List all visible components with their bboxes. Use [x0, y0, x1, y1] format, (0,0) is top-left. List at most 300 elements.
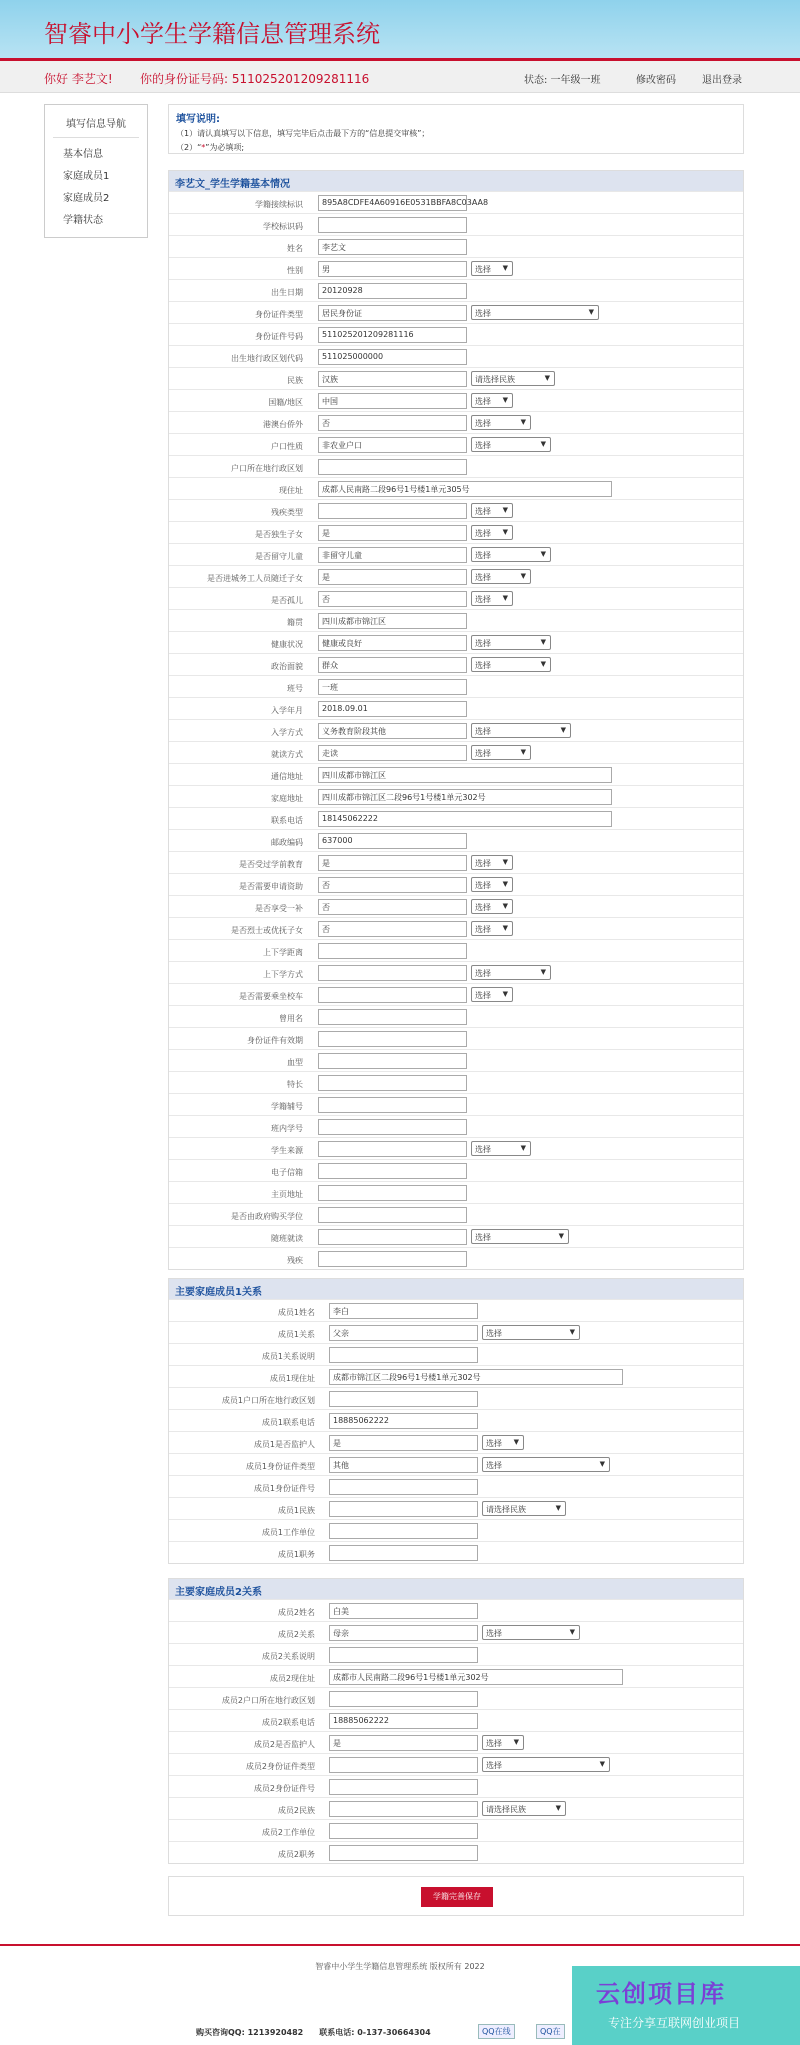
select-value: 选择: [475, 573, 491, 582]
form-row: [169, 1797, 743, 1819]
form-row: [169, 389, 743, 411]
field-label: 是否进城务工人员随迁子女: [207, 574, 303, 583]
sidebar-item-status[interactable]: 学籍状态: [63, 215, 103, 226]
field-input[interactable]: 男: [318, 261, 467, 277]
field-label: 是否需要乘坐校车: [239, 992, 303, 1001]
field-label: 是否独生子女: [255, 530, 303, 539]
field-label: 残疾: [287, 1256, 303, 1265]
form-row: [169, 1247, 743, 1269]
chevron-down-icon: ▼: [502, 506, 508, 514]
chevron-down-icon: ▼: [502, 924, 508, 932]
field-select[interactable]: [471, 371, 555, 386]
field-select[interactable]: [471, 745, 531, 760]
field-input[interactable]: [318, 987, 467, 1003]
field-select[interactable]: [471, 899, 513, 914]
select-value: 选择: [475, 727, 491, 736]
chevron-down-icon: ▼: [513, 1438, 519, 1446]
chevron-down-icon: ▼: [502, 594, 508, 602]
form-row: [169, 257, 743, 279]
select-value: 请选择民族: [486, 1505, 526, 1514]
field-input[interactable]: 汉族: [318, 371, 467, 387]
form-row: [169, 697, 743, 719]
required-star: *: [201, 143, 206, 152]
field-input[interactable]: [318, 217, 467, 233]
select-value: 选择: [486, 1439, 502, 1448]
select-value: 选择: [475, 661, 491, 670]
field-input[interactable]: 健康或良好: [318, 635, 467, 651]
form-row: [169, 1343, 743, 1365]
field-label: 性别: [287, 266, 303, 275]
field-label: 学籍辅号: [271, 1102, 303, 1111]
class-status: 状态: 一年级一班: [524, 75, 601, 86]
field-label: 家庭地址: [271, 794, 303, 803]
form-row: [169, 1621, 743, 1643]
field-input[interactable]: 是: [329, 1735, 478, 1751]
form-row: [169, 1203, 743, 1225]
field-select[interactable]: [482, 1435, 524, 1450]
field-label: 成员2是否监护人: [253, 1740, 315, 1749]
form-row: [169, 1775, 743, 1797]
field-input[interactable]: [318, 1185, 467, 1201]
field-input[interactable]: 否: [318, 899, 467, 915]
field-select[interactable]: [471, 569, 531, 584]
banner: [0, 0, 800, 58]
field-input[interactable]: 四川成都市锦江区: [318, 767, 612, 783]
field-input[interactable]: 一班: [318, 679, 467, 695]
field-input[interactable]: 是: [318, 569, 467, 585]
form-row: [169, 1049, 743, 1071]
chevron-down-icon: ▼: [520, 748, 526, 756]
form-row: [169, 1093, 743, 1115]
field-label: 成员2户口所在地行政区划: [221, 1696, 315, 1705]
field-label: 成员1工作单位: [261, 1528, 315, 1537]
field-input[interactable]: [318, 943, 467, 959]
field-select[interactable]: [471, 525, 513, 540]
field-input[interactable]: [318, 1251, 467, 1267]
field-select[interactable]: [471, 877, 513, 892]
field-label: 成员1是否监护人: [253, 1440, 315, 1449]
field-label: 国籍/地区: [268, 398, 303, 407]
id-number: 你的身份证号码: 511025201209281116: [140, 72, 370, 86]
field-input[interactable]: 18885062222: [329, 1413, 478, 1429]
field-select[interactable]: [482, 1501, 566, 1516]
chevron-down-icon: ▼: [502, 880, 508, 888]
field-input[interactable]: [329, 1347, 478, 1363]
field-select[interactable]: [471, 305, 599, 320]
field-label: 成员1身份证件号: [253, 1484, 315, 1493]
field-input[interactable]: 成都人民南路二段96号1号楼1单元305号: [318, 481, 612, 497]
field-label: 现住址: [279, 486, 303, 495]
field-select[interactable]: [482, 1735, 524, 1750]
field-label: 就读方式: [271, 750, 303, 759]
instructions-line: （1）请认真填写以下信息，填写完毕后点击最下方的“信息提交审核”；: [176, 129, 430, 138]
field-input[interactable]: [329, 1845, 478, 1861]
chevron-down-icon: ▼: [502, 264, 508, 272]
field-select[interactable]: [471, 635, 551, 650]
select-value: 选择: [475, 749, 491, 758]
field-select[interactable]: [482, 1325, 580, 1340]
field-select[interactable]: [471, 657, 551, 672]
field-input[interactable]: [329, 1545, 478, 1561]
form-row: [169, 961, 743, 983]
save-button[interactable]: 学籍完善保存: [421, 1887, 493, 1907]
family-member2-section: [168, 1578, 744, 1864]
form-row: [169, 323, 743, 345]
field-select[interactable]: [482, 1757, 610, 1772]
field-label: 曾用名: [279, 1014, 303, 1023]
watermark-subtitle: 专注分享互联网创业项目: [608, 2016, 741, 2030]
field-label: 成员2民族: [277, 1806, 315, 1815]
field-input[interactable]: [318, 1097, 467, 1113]
field-input[interactable]: 511025201209281116: [318, 327, 467, 343]
field-input[interactable]: 李白: [329, 1303, 478, 1319]
field-input[interactable]: 白美: [329, 1603, 478, 1619]
form-row: [169, 873, 743, 895]
field-select[interactable]: [471, 921, 513, 936]
select-value: 选择: [475, 309, 491, 318]
field-select[interactable]: [471, 987, 513, 1002]
field-label: 是否由政府购买学位: [231, 1212, 303, 1221]
form-row: [169, 433, 743, 455]
field-input[interactable]: 否: [318, 591, 467, 607]
field-input[interactable]: 走读: [318, 745, 467, 761]
chevron-down-icon: ▼: [558, 1232, 564, 1240]
form-row: [169, 917, 743, 939]
field-label: 残疾类型: [271, 508, 303, 517]
form-row: [169, 1387, 743, 1409]
user-bar: [0, 61, 800, 93]
chevron-down-icon: ▼: [520, 572, 526, 580]
field-label: 通信地址: [271, 772, 303, 781]
field-input[interactable]: 义务教育阶段其他: [318, 723, 467, 739]
field-input[interactable]: 是: [329, 1435, 478, 1451]
select-value: 选择: [486, 1761, 502, 1770]
form-row: [169, 1453, 743, 1475]
field-select[interactable]: [482, 1457, 610, 1472]
field-label: 成员1户口所在地行政区划: [221, 1396, 315, 1405]
field-select[interactable]: [471, 965, 551, 980]
field-label: 身份证件有效期: [247, 1036, 303, 1045]
field-label: 成员2关系说明: [261, 1652, 315, 1661]
form-row: [169, 1731, 743, 1753]
form-row: [169, 1299, 743, 1321]
field-label: 成员1姓名: [277, 1308, 315, 1317]
field-label: 成员2关系: [277, 1630, 315, 1639]
form-row: [169, 213, 743, 235]
field-label: 成员2姓名: [277, 1608, 315, 1617]
field-label: 成员1民族: [277, 1506, 315, 1515]
form-row: [169, 851, 743, 873]
field-input[interactable]: 中国: [318, 393, 467, 409]
chevron-down-icon: ▼: [502, 858, 508, 866]
field-label: 特长: [287, 1080, 303, 1089]
form-row: [169, 499, 743, 521]
field-label: 成员2身份证件类型: [245, 1762, 315, 1771]
chevron-down-icon: ▼: [520, 418, 526, 426]
form-row: [169, 1643, 743, 1665]
app-title: 智睿中小学生学籍信息管理系统: [44, 20, 380, 48]
contact-info: 购买咨询QQ: 1213920482 联系电话: 0-137-30664304: [196, 2028, 431, 2037]
field-label: 是否留守儿童: [255, 552, 303, 561]
form-row: [169, 719, 743, 741]
field-label: 上下学方式: [263, 970, 303, 979]
field-input[interactable]: 李艺文: [318, 239, 467, 255]
field-input[interactable]: 成都市锦江区二段96号1号楼1单元302号: [329, 1369, 623, 1385]
form-row: [169, 1071, 743, 1093]
field-label: 成员1身份证件类型: [245, 1462, 315, 1471]
field-select[interactable]: [471, 723, 571, 738]
select-value: 选择: [475, 859, 491, 868]
form-row: [169, 1753, 743, 1775]
field-label: 身份证件类型: [255, 310, 303, 319]
chevron-down-icon: ▼: [502, 990, 508, 998]
field-input[interactable]: [329, 1479, 478, 1495]
field-label: 主页地址: [271, 1190, 303, 1199]
select-value: 选择: [475, 595, 491, 604]
field-input[interactable]: [329, 1757, 478, 1773]
field-label: 是否享受一补: [255, 904, 303, 913]
field-label: 学籍接续标识: [255, 200, 303, 209]
chevron-down-icon: ▼: [502, 528, 508, 536]
field-input[interactable]: [318, 1009, 467, 1025]
select-value: 选择: [475, 441, 491, 450]
form-row: [169, 345, 743, 367]
field-label: 港澳台侨外: [263, 420, 303, 429]
section-title: 李艺文_学生学籍基本情况: [169, 171, 743, 191]
field-input[interactable]: 非留守儿童: [318, 547, 467, 563]
field-select[interactable]: [471, 591, 513, 606]
select-value: 请选择民族: [486, 1805, 526, 1814]
instructions-heading: 填写说明:: [176, 114, 220, 125]
field-label: 学生来源: [271, 1146, 303, 1155]
form-row: [169, 741, 743, 763]
chevron-down-icon: ▼: [555, 1504, 561, 1512]
field-input[interactable]: 20120928: [318, 283, 467, 299]
watermark: [572, 1966, 800, 2045]
form-row: [169, 235, 743, 257]
field-label: 是否烈士或优抚子女: [231, 926, 303, 935]
field-input[interactable]: 群众: [318, 657, 467, 673]
field-input[interactable]: 父亲: [329, 1325, 478, 1341]
nav-sidebar: [44, 104, 148, 238]
copyright: 智睿中小学生学籍信息管理系统 版权所有 2022: [315, 1962, 485, 1971]
field-input[interactable]: 非农业户口: [318, 437, 467, 453]
field-label: 成员1职务: [277, 1550, 315, 1559]
field-label: 成员2现住址: [269, 1674, 315, 1683]
form-row: [169, 763, 743, 785]
form-row: [169, 1475, 743, 1497]
form-row: [169, 1321, 743, 1343]
chevron-down-icon: ▼: [599, 1460, 605, 1468]
form-row: [169, 301, 743, 323]
form-row: [169, 653, 743, 675]
select-value: 选择: [475, 507, 491, 516]
field-input[interactable]: [329, 1523, 478, 1539]
field-label: 班号: [287, 684, 303, 693]
field-label: 电子信箱: [271, 1168, 303, 1177]
field-select[interactable]: [471, 261, 513, 276]
field-label: 是否需要申请资助: [239, 882, 303, 891]
field-select[interactable]: [471, 1229, 569, 1244]
field-input[interactable]: 母亲: [329, 1625, 478, 1641]
form-row: [169, 807, 743, 829]
field-input[interactable]: 637000: [318, 833, 467, 849]
form-row: [169, 1709, 743, 1731]
field-select[interactable]: [471, 547, 551, 562]
form-row: [169, 829, 743, 851]
field-input[interactable]: [318, 1207, 467, 1223]
form-row: [169, 1431, 743, 1453]
field-label: 成员2职务: [277, 1850, 315, 1859]
field-input[interactable]: [318, 1119, 467, 1135]
field-input[interactable]: 是: [318, 525, 467, 541]
save-area: [168, 1876, 744, 1916]
field-input[interactable]: 18885062222: [329, 1713, 478, 1729]
form-row: [169, 521, 743, 543]
field-label: 成员1关系: [277, 1330, 315, 1339]
field-input[interactable]: 2018.09.01: [318, 701, 467, 717]
field-label: 健康状况: [271, 640, 303, 649]
select-value: 选择: [486, 1461, 502, 1470]
form-row: [169, 565, 743, 587]
form-row: [169, 675, 743, 697]
field-input[interactable]: 四川成都市锦江区: [318, 613, 467, 629]
field-input[interactable]: [318, 1075, 467, 1091]
field-input[interactable]: [329, 1823, 478, 1839]
field-input[interactable]: [329, 1691, 478, 1707]
field-select[interactable]: [471, 855, 513, 870]
form-row: [169, 279, 743, 301]
qq-online-button-2[interactable]: QQ在: [536, 2024, 565, 2039]
field-label: 血型: [287, 1058, 303, 1067]
field-select[interactable]: [471, 503, 513, 518]
chevron-down-icon: ▼: [540, 440, 546, 448]
field-label: 户口性质: [271, 442, 303, 451]
greeting: 你好 李艺文!: [44, 72, 113, 86]
form-row: [169, 1005, 743, 1027]
field-input[interactable]: [318, 965, 467, 981]
field-input[interactable]: 是: [318, 855, 467, 871]
form-row: [169, 1497, 743, 1519]
field-label: 班内学号: [271, 1124, 303, 1133]
chevron-down-icon: ▼: [540, 968, 546, 976]
chevron-down-icon: ▼: [502, 396, 508, 404]
field-input[interactable]: [318, 1229, 467, 1245]
field-label: 联系电话: [271, 816, 303, 825]
qq-online-button[interactable]: QQ在线: [478, 2024, 515, 2039]
form-row: [169, 411, 743, 433]
field-input[interactable]: [329, 1391, 478, 1407]
field-input[interactable]: 895A8CDFE4A60916E0531BBFA8C03AA8: [318, 195, 467, 211]
sidebar-item-basic[interactable]: 基本信息: [63, 149, 103, 160]
chevron-down-icon: ▼: [569, 1328, 575, 1336]
chevron-down-icon: ▼: [513, 1738, 519, 1746]
field-label: 出生日期: [271, 288, 303, 297]
form-row: [169, 1819, 743, 1841]
sidebar-item-family1[interactable]: 家庭成员1: [63, 171, 110, 182]
field-label: 姓名: [287, 244, 303, 253]
sidebar-item-family2[interactable]: 家庭成员2: [63, 193, 110, 204]
field-label: 入学年月: [271, 706, 303, 715]
field-select[interactable]: [471, 437, 551, 452]
form-row: [169, 939, 743, 961]
chevron-down-icon: ▼: [544, 374, 550, 382]
form-row: [169, 1137, 743, 1159]
chevron-down-icon: ▼: [540, 660, 546, 668]
chevron-down-icon: ▼: [502, 902, 508, 910]
form-row: [169, 1665, 743, 1687]
chevron-down-icon: ▼: [588, 308, 594, 316]
field-select[interactable]: [471, 415, 531, 430]
field-input[interactable]: [318, 1031, 467, 1047]
field-input[interactable]: [318, 503, 467, 519]
field-label: 是否孤儿: [271, 596, 303, 605]
form-row: [169, 1519, 743, 1541]
field-input[interactable]: 511025000000: [318, 349, 467, 365]
field-input[interactable]: [318, 1053, 467, 1069]
section-title: 主要家庭成员2关系: [169, 1579, 743, 1599]
form-row: [169, 785, 743, 807]
chevron-down-icon: ▼: [520, 1144, 526, 1152]
field-select[interactable]: [471, 1141, 531, 1156]
field-input[interactable]: 居民身份证: [318, 305, 467, 321]
field-input[interactable]: [329, 1801, 478, 1817]
field-select[interactable]: [471, 393, 513, 408]
field-input[interactable]: [318, 1141, 467, 1157]
field-label: 随班就读: [271, 1234, 303, 1243]
watermark-title: 云创项目库: [596, 1980, 726, 2008]
field-input[interactable]: [329, 1779, 478, 1795]
field-label: 身份证件号码: [255, 332, 303, 341]
field-label: 籍贯: [287, 618, 303, 627]
instructions-line: [176, 142, 736, 153]
field-input[interactable]: [329, 1501, 478, 1517]
field-input[interactable]: 18145062222: [318, 811, 612, 827]
field-input[interactable]: 否: [318, 921, 467, 937]
field-label: 成员2工作单位: [261, 1828, 315, 1837]
field-input[interactable]: 其他: [329, 1457, 478, 1473]
select-value: 选择: [475, 925, 491, 934]
form-row: [169, 1225, 743, 1247]
field-label: 入学方式: [271, 728, 303, 737]
select-value: 选择: [475, 397, 491, 406]
field-input[interactable]: 成都市人民南路二段96号1号楼1单元302号: [329, 1669, 623, 1685]
field-input[interactable]: [329, 1647, 478, 1663]
field-input[interactable]: [318, 1163, 467, 1179]
select-value: 选择: [475, 639, 491, 648]
select-value: 选择: [475, 265, 491, 274]
select-value: 选择: [475, 881, 491, 890]
logout-link[interactable]: 退出登录: [702, 75, 742, 86]
chevron-down-icon: ▼: [569, 1628, 575, 1636]
field-input[interactable]: 否: [318, 877, 467, 893]
form-row: [169, 191, 743, 213]
field-input[interactable]: [318, 459, 467, 475]
field-input[interactable]: 否: [318, 415, 467, 431]
form-row: [169, 1181, 743, 1203]
basic-info-section: [168, 170, 744, 1270]
form-row: [169, 1541, 743, 1563]
form-row: [169, 1409, 743, 1431]
change-password-link[interactable]: 修改密码: [636, 75, 676, 86]
field-label: 上下学距离: [263, 948, 303, 957]
field-select[interactable]: [482, 1625, 580, 1640]
instructions: [168, 104, 744, 154]
form-row: [169, 1687, 743, 1709]
chevron-down-icon: ▼: [540, 550, 546, 558]
field-input[interactable]: 四川成都市锦江区二段96号1号楼1单元302号: [318, 789, 612, 805]
field-select[interactable]: [482, 1801, 566, 1816]
